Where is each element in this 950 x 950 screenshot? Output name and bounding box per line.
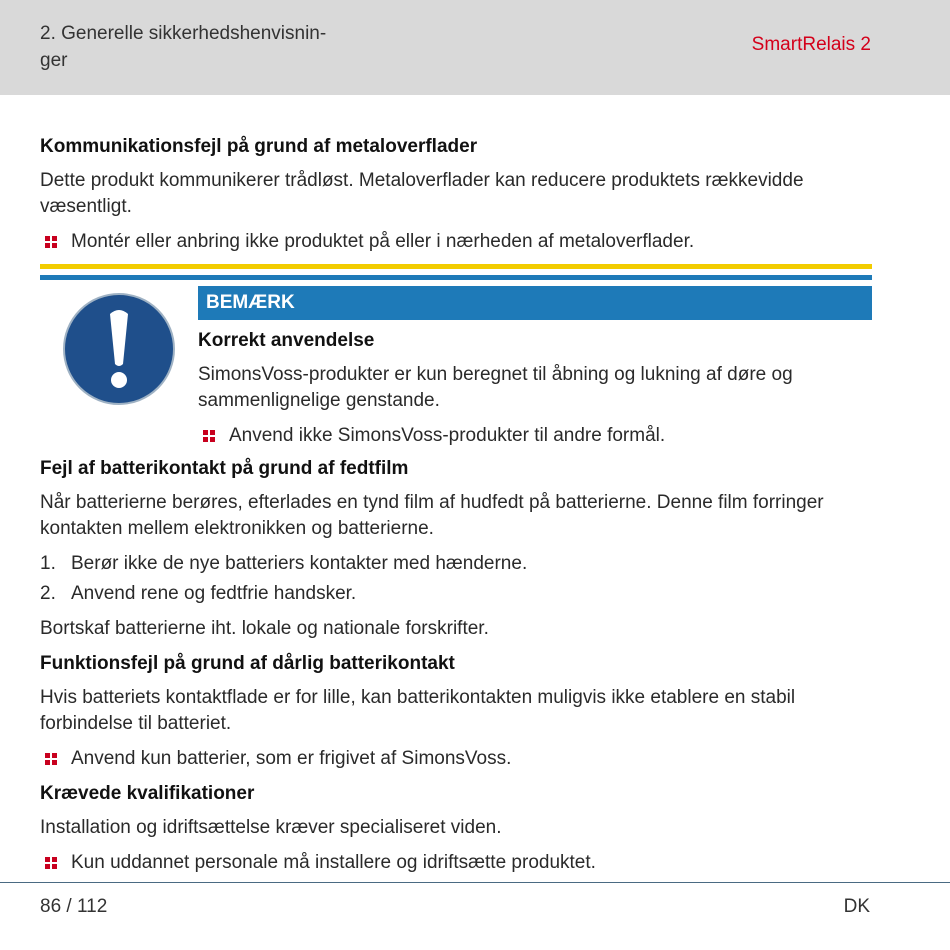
bullet-item: [40, 746, 872, 772]
red-square-bullet-icon: [203, 430, 216, 443]
notice-stripe-blue: [40, 275, 872, 280]
bullet-item: [40, 229, 872, 255]
bullet-text: Anvend kun batterier, som er frigivet af SimonsVoss.: [71, 748, 512, 769]
language-code: DK: [843, 896, 870, 917]
footer-divider: [0, 882, 950, 883]
page-header: [0, 0, 950, 95]
step-number: 1.: [40, 553, 56, 574]
notice-stripe-yellow: [40, 264, 872, 269]
red-square-bullet-icon: [45, 753, 58, 766]
chapter-title: 2. Generelle sikkerhedshenvisnin- ger: [40, 23, 327, 71]
exclamation-circle-icon: [62, 292, 176, 406]
numbered-step: [40, 581, 872, 607]
section-text-qualifications: Installation og idriftsættelse kræver specialiseret viden.: [40, 817, 502, 838]
step-text: Anvend rene og fedtfrie handsker.: [71, 583, 357, 604]
notice-box: [40, 264, 872, 448]
red-square-bullet-icon: [45, 857, 58, 870]
product-name: SmartRelais 2: [751, 34, 871, 55]
bullet-item: [40, 850, 872, 876]
page-number: 86 / 112: [40, 896, 108, 917]
section-heading-grease: Fejl af batterikontakt på grund af fedtfilm: [40, 458, 409, 479]
notice-title: Korrekt anvendelse: [198, 330, 375, 351]
section-heading-metal: Kommunikationsfejl på grund af metaloverflader: [40, 136, 478, 157]
bullet-text: Anvend ikke SimonsVoss-produkter til andre formål.: [229, 425, 666, 446]
section-text-metal: Dette produkt kommunikerer trådløst. Metaloverflader kan reducere produktets rækkevidde væsentligt.: [40, 170, 804, 217]
bullet-item: [198, 423, 872, 449]
step-text: Berør ikke de nye batteriers kontakter med hænderne.: [71, 553, 528, 574]
section-heading-qualifications: Krævede kvalifikationer: [40, 783, 255, 804]
notice-text: SimonsVoss-produkter er kun beregnet til åbning og lukning af døre og sammenlignelige genstande.: [198, 364, 793, 411]
notice-label: BEMÆRK: [198, 286, 872, 320]
section-text-grease: Når batterierne berøres, efterlades en tynd film af hudfedt på batterierne. Denne film forringer kontakten mellem elektronikken og batterierne.: [40, 492, 824, 539]
step-number: 2.: [40, 583, 56, 604]
disposal-note: Bortskaf batterierne iht. lokale og nationale forskrifter.: [40, 618, 489, 639]
page-content: [40, 134, 872, 885]
red-square-bullet-icon: [45, 236, 58, 249]
section-heading-contact: Funktionsfejl på grund af dårlig batterikontakt: [40, 653, 455, 674]
notice-body: [198, 286, 872, 458]
numbered-step: [40, 551, 872, 577]
bullet-text: Montér eller anbring ikke produktet på eller i nærheden af metaloverflader.: [71, 231, 695, 252]
bullet-text: Kun uddannet personale må installere og idriftsætte produktet.: [71, 852, 596, 873]
section-text-contact: Hvis batteriets kontaktflade er for lille, kan batterikontakten muligvis ikke etablere en stabil forbindelse til batteriet.: [40, 687, 796, 734]
